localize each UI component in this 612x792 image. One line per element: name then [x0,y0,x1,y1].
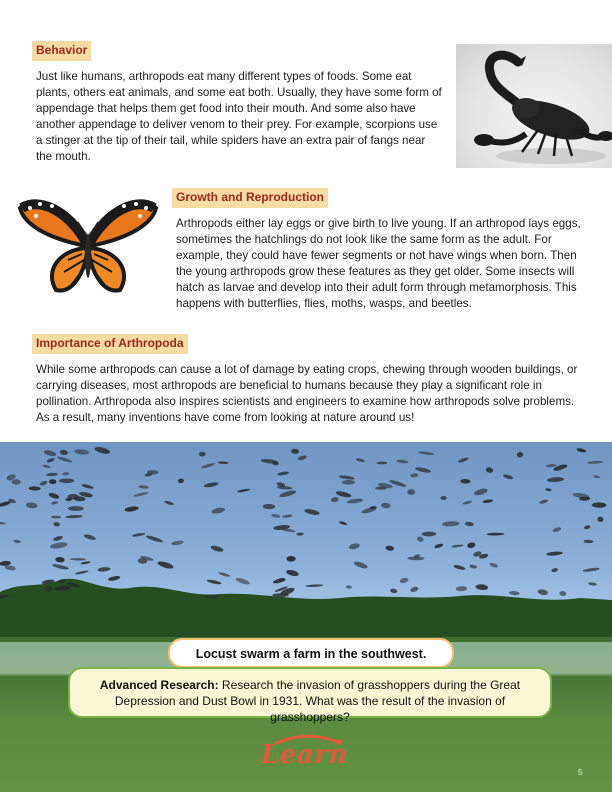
locust-speck [46,472,58,476]
locust-speck [60,449,69,455]
locust-speck [348,542,360,550]
locust-speck [12,479,21,485]
locust-speck [53,522,60,527]
locust-speck [356,458,366,463]
locust-speck [465,521,474,526]
locust-speck [211,507,226,515]
locust-speck [509,591,520,596]
locust-speck [385,545,394,551]
locust-speck [539,499,549,505]
locust-speck [516,451,523,457]
learn-bright-logo [255,730,355,780]
locust-speck [545,464,556,468]
locust-speck [235,577,250,586]
locust-speck [339,475,355,481]
locust-speck [473,487,488,496]
locust-speck [296,532,304,535]
page-number: 5 [578,768,583,777]
locust-speck [199,452,206,457]
locust-speck [207,579,222,585]
locust-speck [75,570,89,575]
locust-speck [583,540,593,544]
locust-speck [485,467,493,474]
locust-speck [51,501,58,505]
locust-speck [26,502,38,509]
locust-speck [286,556,295,562]
locust-speck [282,514,293,518]
research-label: Advanced Research: [99,678,219,692]
locust-speck [475,584,488,591]
locust-speck [204,481,219,488]
photo-caption: Locust swarm a farm in the southwest. [168,638,454,668]
locust-speck [584,525,591,530]
locust-speck [552,526,562,532]
locust-speck [587,461,603,464]
locust-speck [597,516,604,523]
importance-paragraph: While some arthropods can cause a lot of damage by eating crops, chewing through wooden buildings, or carrying diseases, most arthropods are beneficial to humans because they play a significant role in pollination. Arthropoda also inspires scientists and engineers to examine how arthropods solve problems. As a result, many inventions have come from looking at nature around us! [36,363,578,424]
locust-speck [277,471,289,476]
locust-speck [83,533,96,540]
locust-speck [396,459,408,464]
locust-speck [547,477,564,483]
locust-speck [237,488,250,493]
locust-speck [80,561,90,565]
locust-speck [305,584,323,587]
locust-speck [576,448,586,454]
locust-speck [171,540,184,546]
locust-speck [74,449,89,456]
research-text: Research the invasion of grasshoppers during the Great Depression and Dust Bowl in 1931. What was the result of the invasion of grasshoppers? [114,678,521,724]
growth-paragraph: Arthropods either lay eggs or give birth to live young. If an arthropod lays eggs, sometimes the hatchlings do not look like the same form as the adult. For example, they could have fewer segments or not have wings when born. Then the young arthropods grow these features as they get older. Some insects will hatch as larvae and develop into their adult form through metamorphosis. This happens with butterflies, flies, moths, wasps, and beetles. [176,217,581,310]
locust-speck [218,572,230,578]
locust-speck [415,466,432,473]
locust-speck [145,534,163,543]
locust-speck [70,558,86,561]
locust-speck [418,451,435,456]
locust-speck [546,551,563,556]
locust-speck [57,456,73,464]
locust-speck [399,577,409,584]
locust-speck [545,488,552,492]
locust-speck [51,516,62,519]
locust-speck [178,478,185,483]
locust-speck [201,462,215,469]
locust-speck [281,528,295,533]
locust-speck [458,457,469,464]
locust-speck [339,521,348,526]
locust-speck [537,588,548,595]
locust-speck [416,536,424,543]
locust-speck [138,485,149,489]
locust-speck [0,521,6,524]
locust-speck [271,514,281,519]
locust-speck [68,506,84,511]
locust-speck [593,475,601,479]
locust-speck [456,586,468,592]
locust-speck [487,533,505,536]
locust-speck [331,497,339,503]
locust-speck [503,474,514,480]
locust-speck [133,491,149,497]
locust-speck [588,582,597,586]
locust-speck [65,515,83,519]
locust-speck [559,591,567,597]
locust-speck [381,503,391,509]
locust-speck [346,498,363,504]
locust-speck [410,586,419,593]
locust-speck [42,464,51,469]
locust-speck [164,500,174,506]
locust-speck [469,564,477,569]
advanced-research-box [68,667,552,724]
locust-speck [46,457,55,463]
locust-speck [376,462,387,465]
locust-speck [410,473,419,478]
locust-speck [451,544,464,548]
locust-speck [263,504,275,509]
logo-text: Learn [261,740,348,770]
locust-speck [453,564,466,571]
locust-speck [53,535,64,542]
locust-speck [279,489,297,498]
locust-speck [422,531,436,536]
locust-speck [335,490,351,498]
importance-heading: Importance of Arthropoda [32,334,188,354]
locust-speck [346,585,352,589]
growth-heading: Growth and Reproduction [172,188,328,208]
locust-speck [218,461,229,464]
locust-speck [43,449,56,457]
locust-speck [342,480,355,485]
locust-speck [39,480,48,486]
locust-speck [55,557,65,563]
locust-speck [49,541,67,549]
locust-speck [157,560,174,570]
locust-speck [81,483,94,489]
behavior-heading: Behavior [32,41,91,61]
locust-speck [462,500,472,505]
locust-speck [434,543,444,549]
locust-speck [98,567,111,573]
locust-speck [582,567,599,573]
locust-speck [407,556,424,560]
locust-speck [52,563,69,570]
locust-speck [62,472,70,476]
locust-speck [482,499,493,504]
behavior-paragraph: Just like humans, arthropods eat many different types of foods. Some eat plants, others eat animals, and some eat both. Usually, they have some form of appendage that helps them get food into their mouth. And some also have another appendage to deliver venom to their prey. For example, scorpions use a stinger at the tip of their tail, while spiders have an extra pair of fangs near the mouth. [36,70,442,163]
locust-speck [407,489,415,495]
locust-speck [13,539,21,543]
locust-speck [489,562,499,569]
locust-speck [124,506,139,513]
locust-speck [467,542,476,549]
locust-speck [132,532,146,537]
locust-speck [390,588,398,594]
locust-speck [592,502,607,508]
locust-speck [48,492,60,500]
locust-speck [59,479,74,484]
locust-speck [291,449,299,455]
locust-speck [442,521,460,527]
locust-speck [29,486,41,490]
locust-speck [440,496,447,500]
locust-speck [460,479,470,484]
locust-speck [297,455,307,462]
locust-speck [286,569,300,577]
locust-speck [49,479,57,484]
locust-speck [94,446,111,455]
locust-speck [353,560,368,569]
scorpion-photo [456,44,612,168]
locust-speck [551,567,559,572]
locust-speck [210,545,224,553]
butterfly-photo [16,194,160,298]
locust-speck [108,575,121,581]
locust-speck [304,508,320,516]
